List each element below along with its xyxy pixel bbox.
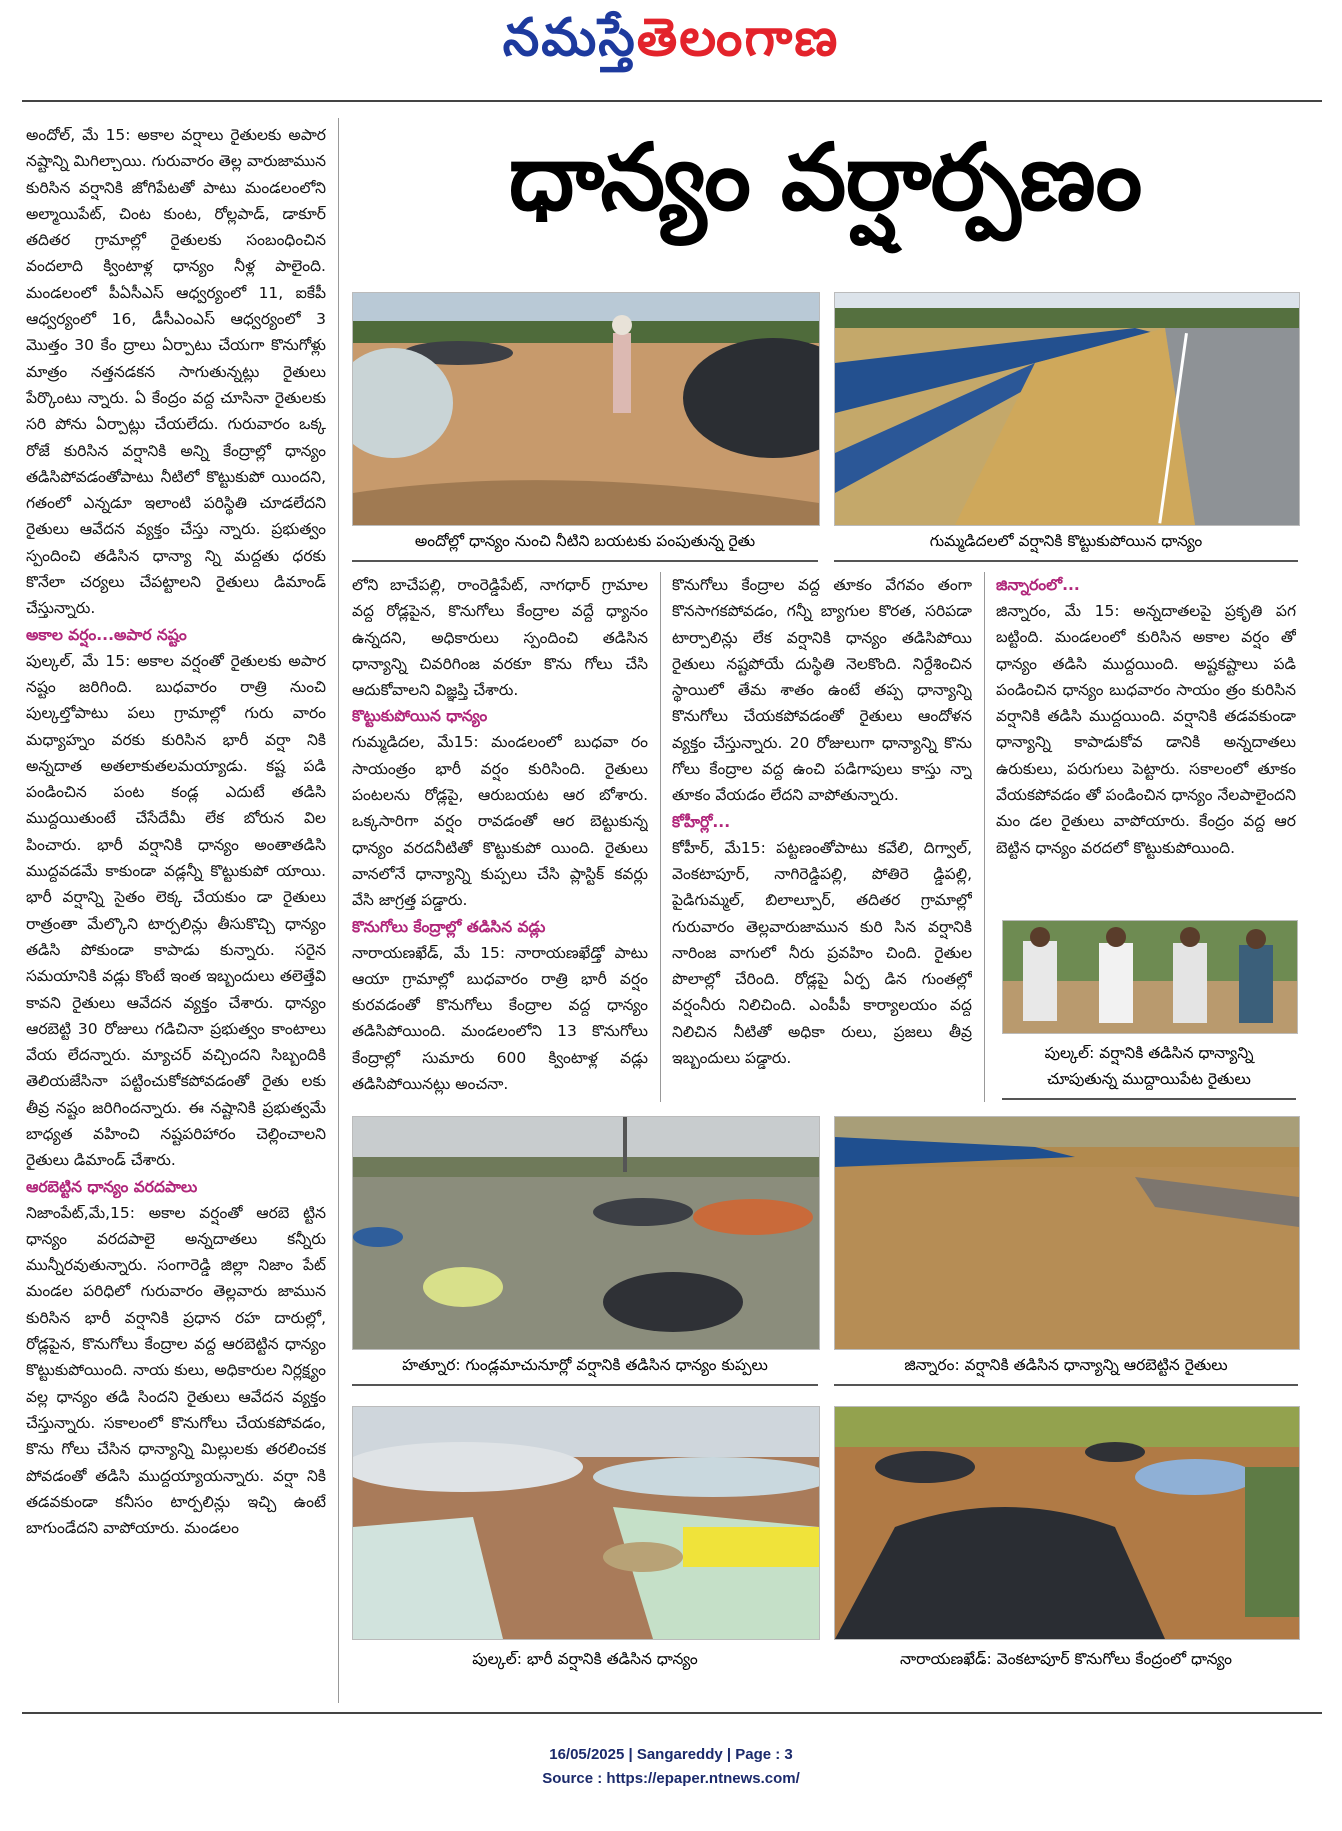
subheading-pulkal: అకాల వర్షం...అపార నష్టం (26, 625, 187, 644)
photo-andol-farmer (352, 292, 820, 526)
bottom-rule (22, 1712, 1322, 1714)
article-body-narayankhed: నారాయణఖేడ్, మే 15: నారాయణఖేడ్తో పాటు ఆయా గ్రామాల్లో బుధవారం రాత్రి భారీ వర్షం కురవడంతో కొనుగోలు కేంద్రాల వద్ద ధాన్యం తడిసిపోయింది. మండలంలోని 13 కొనుగోలు కేంద్రాల్లో సుమారు 600 క్వింటాళ్ల వడ్లు తడిసిపోయినట్లు అంచనా. (352, 943, 648, 1094)
photo-hatnura-heaps (352, 1116, 820, 1350)
photo-gummadidala-road (834, 292, 1300, 526)
subheading-gummadidala: కొట్టుకుపోయిన ధాన్యం (352, 707, 488, 726)
column-divider (984, 572, 985, 1102)
article-body-pulkal: పుల్కల్, మే 15: అకాల వర్షంతో రైతులకు అపార నష్టం జరిగింది. బుధవారం రాత్రి నుంచి పుల్కల్తోపాటు పలు గ్రామాల్లో గురు వారం మధ్యాహ్నం వరకు కురిసిన భారీ వర్షా నికి అన్నదాత అతలాకుతలమయ్యాడు. కష్ట పడి పండించిన పంట కండ్ల ఎదుటే తడిసి ముద్దయితుంటే చేసేదేమీ లేక బోరున విల పించారు. భారీ వర్షానికి ధాన్యం అంతాతడిసి ముద్దవడమే కాకుండా వడ్లన్నీ కొట్టుకుపో యాయి. భారీ వర్షాన్ని సైతం లెక్క చేయకుం డా రైతులు రాత్రంతా మేల్కొని టార్పలిన్లు తీసుకొచ్చి ధాన్యం తడిసి పోకుండా కాపాడు కున్నారు. సరైన సమయానికి వడ్లు కొంటే ఇంత ఇబ్బందులు తలెత్తేవి కావని రైతులు ఆవేదన వ్యక్తం చేశారు. ధాన్యం ఆరబెట్టి 30 రోజులు గడిచినా ప్రభుత్వం కాంటాలు వేయ లేదన్నారు. మ్యాచర్ వచ్చిందని సిబ్బందికి తెలియజేసినా పట్టించుకోకపోవడంతో రైతు లకు తీవ్ర నష్టం జరిగిందన్నారు. ఈ నష్టానికి ప్రభుత్వమే బాధ్యత వహించి నష్టపరిహారం చెల్లించాలని రైతులు డిమాండ్ చేశారు. (26, 651, 326, 1170)
column-divider (338, 118, 339, 1703)
subheading-jinnaram: జిన్నారంలో... (996, 576, 1080, 594)
photo-pulkal-caption (1002, 1040, 1296, 1100)
photo-hatnura-caption: హత్నూర: గుండ్లమాచునూర్లో వర్షానికి తడిసిన ధాన్యం కుప్పలు (352, 1356, 818, 1386)
subheading-kohir: కోహీర్లో... (672, 812, 731, 831)
photo-jinnaram-drying (834, 1116, 1300, 1350)
column-3 (672, 572, 972, 1102)
photo-pulkal-caption-line1: పుల్కల్: వర్షానికి తడిసిన ధాన్యాన్ని (1044, 1044, 1254, 1062)
photo-jinnaram-caption: జిన్నారం: వర్షానికి తడిసిన ధాన్యాన్ని ఆరబెట్టిన రైతులు (834, 1356, 1298, 1386)
article-body-bachepalli: లోని బాచేపల్లి, రాంరెడ్డిపేట్, నాగధార్ గ్రామాల వద్ద రోడ్లపైన, కొనుగోలు కేంద్రాల వద్దే ధ్యానం ఉన్నదని, అధికారులు స్పందించి తడిసిన ధాన్యాన్ని చివరిగింజ వరకూ కొను గోలు చేసి ఆదుకోవాలని విజ్ఞప్తి చేశారు. (352, 576, 648, 700)
photo-pulkal-farmers (1002, 920, 1298, 1034)
top-rule (22, 100, 1322, 102)
article-body-nizampet: నిజాంపేట్,మే,15: అకాల వర్షంతో ఆరబె ట్టిన ధాన్యం వరదపాలై అన్నదాతలు కన్నీరు మున్నీరవుతున్నారు. సంగారెడ్డి జిల్లా నిజాం పేట్ మండల పరిధిలో గురువారం తెల్లవారు జామున కురిసిన భారీ వర్షానికి ప్రధాన రహ దారుల్లో, రోడ్లపైన, కొనుగోలు కేంద్రాల వద్ద ఆరబెట్టిన ధాన్యం కొట్టుకుపోయింది. నాయ కులు, అధికారుల నిర్లక్ష్యం వల్ల ధాన్యం తడి సిందని రైతులు ఆవేదన వ్యక్తం చేస్తున్నారు. సకాలంలో కొనుగోలు చేయకపోవడం, కొను గోలు చేసిన ధాన్యాన్ని మిల్లులకు తరలించక పోవడంతో తడిసి ముద్దయ్యాయన్నారు. వర్షా నికి తడవకుండా కనీసం టార్పలిన్లు ఇచ్చి ఉంటే బాగుండేదని వాపోయారు. మండలం (26, 1203, 326, 1538)
photo-narayankhed-caption: నారాయణఖేడ్: వెంకటాపూర్ కొనుగోలు కేంద్రంలో ధాన్యం (899, 1650, 1233, 1668)
article-body-jinnaram: జిన్నారం, మే 15: అన్నదాతలపై ప్రకృతి పగ బట్టింది. మండలంలో కురిసిన అకాల వర్షం తో ధాన్యం తడిసి ముద్దయింది. అష్టకష్టాలు పడి పండించిన ధాన్యం బుధవారం సాయం త్రం కురిసిన వర్షానికి తడిసి ముద్దయింది. వర్షానికి తడవకుండా ధాన్యాన్ని కాపాడుకోవ డానికి అన్నదాతలు ఉరుకులు, పరుగులు పెట్టారు. సకాలంలో తూకం వేయకపోవడం తో పండించిన ధాన్యం నేలపాలైందని మం డల రైతులు వాపోయారు. కేంద్రం వద్ద ఆర బెట్టిన ధాన్యం వరదలో కొట్టుకుపోయింది. (996, 602, 1296, 857)
photo-pulkal-wet-grain (352, 1406, 820, 1640)
photo-gummadidala-caption: గుమ్మడిదలలో వర్షానికి కొట్టుకుపోయిన ధాన్యం (834, 532, 1298, 562)
headline: ధాన్యం వర్షార్పణం (508, 124, 1142, 231)
photo-narayankhed-center (834, 1406, 1300, 1640)
footer-source-link[interactable]: Source : https://epaper.ntnews.com/ (542, 1770, 800, 1787)
masthead (0, 0, 1342, 88)
article-body-gummadidala: గుమ్మడిదల, మే15: మండలంలో బుధవా రం సాయంత్రం భారీ వర్షం కురిసింది. రైతులు పంటలను రోడ్లపై, ఆరుబయట ఆర బోశారు. ఒక్కసారిగా వర్షం రావడంతో ఆర బెట్టుకున్న ధాన్యం వరదనీటితో కొట్టుకుపో యింది. రైతులు వానలోనే ధాన్యాన్ని కుప్పలు చేసి ప్లాస్టిక్ కవర్లు వేసి జాగ్రత్త పడ్డారు. (352, 733, 648, 910)
photo-pulkal-caption-line2: చూపుతున్న ముద్దాయిపేట రైతులు (1047, 1070, 1251, 1088)
column-1 (26, 122, 326, 1694)
subheading-nizampet: ఆరబెట్టిన ధాన్యం వరదపాలు (26, 1177, 198, 1196)
article-body-andol: అందోల్, మే 15: అకాల వర్షాలు రైతులకు అపార నష్టాన్ని మిగిల్చాయి. గురువారం తెల్ల వారుజామున కురిసిన వర్షానికి జోగిపేటతో పాటు మండలంలోని అల్మాయిపేట్, చింట కుంట, రోల్లపాడ్, డాకూర్ తదితర గ్రామాల్లో రైతులకు సంబంధించిన వందలాది క్వింటాళ్ల ధాన్యం నీళ్ల పాలైంది. మండలంలో పీఏసీఎస్ ఆధ్వర్యంలో 11, ఐకేపీ ఆధ్వర్యంలో 16, డీసీఎంఎస్ ఆధ్వర్యంలో 3 మొత్తం 30 కేం ద్రాలు ఏర్పాటు చేయగా కొనుగోళ్లు మాత్రం నత్తనడకన సాగుతున్నట్లు రైతులు పేర్కొంటు న్నారు. ఏ కేంద్రం వద్ద చూసినా రైతులకు సరి పోను ఏర్పాట్లు చేయలేదు. గురువారం ఒక్క రోజే కురిసిన వర్షానికి అన్ని కేంద్రాల్లో ధాన్యం తడిసిపోవడంతోపాటు నీటిలో కొట్టుకుపో యిందని, గతంలో ఎన్నడూ ఇలాంటి పరిస్థితి చూడలేదని రైతులు ఆవేదన వ్యక్తం చేస్తు న్నారు. ప్రభుత్వం స్పందించి తడిసిన ధాన్యా న్ని మద్దతు ధరకు కొనేలా చర్యలు చేపట్టాలని రైతులు డిమాండ్ చేస్తున్నారు. (26, 126, 326, 618)
photo-pulkal-wet-caption: పుల్కల్: భారీ వర్షానికి తడిసిన ధాన్యం (472, 1650, 698, 1668)
article-body-kohir: కోహీర్, మే15: పట్టణంతోపాటు కవేలి, దిగ్వాల్, వెంకటాపూర్, నాగిరెడ్డిపల్లి, పోతిరె డ్డిపల్లి, పైడిగుమ్మల్, బిలాల్పూర్, తదితర గ్రామాల్లో గురువారం తెల్లవారుజామున కురి సిన వర్షానికి నారింజ వాగులో నీరు ప్రవహిం చింది. రైతుల పొలాల్లో చేరింది. రోడ్లపై ఏర్ప డిన గుంతల్లో వర్షంనీరు నిలిచింది. ఎంపీపీ కార్యాలయం వద్ద నిలిచిన నీటితో అధికా రులు, ప్రజలు తీవ్ర ఇబ్బందులు పడ్డారు. (672, 838, 972, 1068)
footer-edition-info: 16/05/2025 | Sangareddy | Page : 3 (549, 1746, 793, 1763)
subheading-narayankhed: కొనుగోలు కేంద్రాల్లో తడిసిన వడ్లు (352, 917, 546, 936)
column-2 (352, 572, 648, 1102)
article-body-purchase-centers: కొనుగోలు కేంద్రాల వద్ద తూకం వేగవం తంగా కొనసాగకపోవడం, గన్నీ బ్యాగుల కొరత, సరిపడా టార్పాలిన్లు లేక వర్షానికి ధాన్యం తడిసిపోయి రైతులు నష్టపోయే దుస్థితి నెలకొంది. నిర్దేశించిన స్థాయిలో తేమ శాతం ఉంటే తప్ప ధాన్యాన్ని కొనుగోలు చేయకపోవడంతో రైతులు ఆందోళన వ్యక్తం చేస్తున్నారు. 20 రోజులుగా ధాన్యాన్ని కొను గోలు కేంద్రాల వద్ద ఉంచి పడిగాపులు కాస్తు న్నా తూకం వేయడం లేదని వాపోతున్నారు. (672, 576, 972, 805)
column-divider (660, 572, 661, 1102)
photo-andol-caption: అందోల్లో ధాన్యం నుంచి నీటిని బయటకు పంపుతున్న రైతు (352, 532, 818, 562)
column-4 (996, 572, 1296, 912)
newspaper-logo: నమస్తేతెలంగాణ (502, 7, 840, 68)
